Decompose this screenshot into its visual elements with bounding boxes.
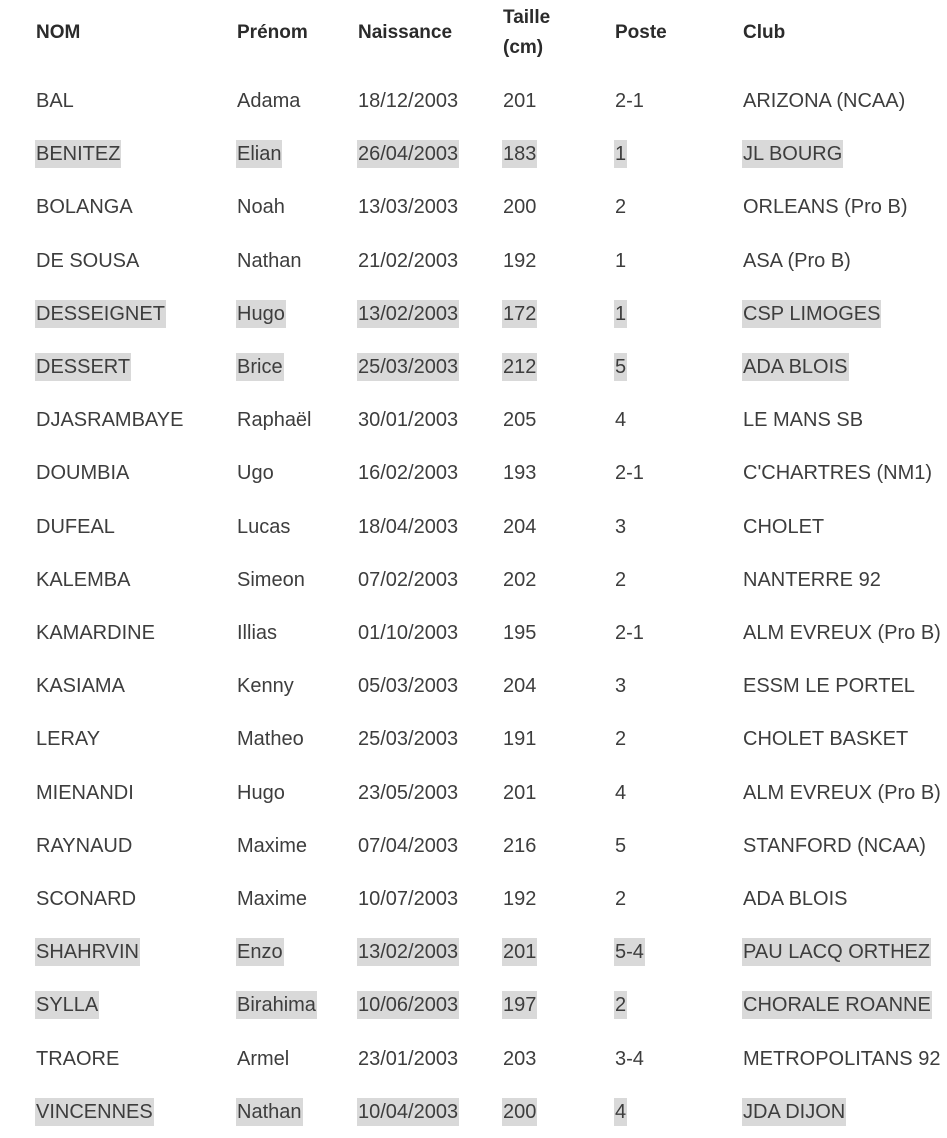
cell-naissance: 13/02/2003 — [357, 938, 459, 966]
cell-club: LE MANS SB — [743, 409, 864, 432]
header-nom: NOM — [36, 22, 81, 43]
cell-club: ORLEANS (Pro B) — [743, 196, 908, 219]
cell-nom: BENITEZ — [35, 140, 121, 168]
cell-prenom: Raphaël — [237, 409, 312, 432]
cell-poste: 3-4 — [615, 1047, 644, 1070]
cell-prenom: Hugo — [236, 300, 286, 328]
cell-naissance: 13/03/2003 — [358, 196, 459, 219]
cell-poste: 1 — [614, 300, 627, 328]
cell-nom: SYLLA — [35, 991, 99, 1019]
table-row — [0, 75, 947, 128]
cell-poste: 2 — [615, 888, 627, 910]
cell-club: JL BOURG — [742, 140, 843, 168]
table-header — [0, 0, 947, 74]
header-prenom: Prénom — [237, 22, 308, 43]
cell-nom: MIENANDI — [36, 781, 134, 804]
header-taille-line1: Taille — [503, 7, 551, 28]
cell-taille: 201 — [503, 90, 537, 112]
cell-nom: SHAHRVIN — [35, 938, 140, 966]
cell-taille: 192 — [503, 249, 537, 272]
cell-club: STANFORD (NCAA) — [743, 834, 926, 857]
cell-prenom: Ugo — [237, 462, 274, 485]
cell-poste: 5 — [614, 353, 627, 381]
table-row — [0, 1032, 947, 1085]
cell-nom: DJASRAMBAYE — [36, 409, 184, 432]
cell-poste: 2-1 — [615, 622, 644, 644]
cell-taille: 195 — [503, 622, 537, 644]
cell-nom: BAL — [36, 90, 74, 112]
table-row — [0, 394, 947, 447]
cell-naissance: 07/04/2003 — [358, 834, 459, 857]
cell-nom: KASIAMA — [36, 675, 125, 698]
cell-poste: 1 — [614, 140, 627, 168]
cell-prenom: Birahima — [236, 991, 317, 1019]
cell-prenom: Brice — [236, 353, 284, 381]
cell-nom: DOUMBIA — [36, 462, 130, 485]
table-row — [0, 713, 947, 766]
cell-taille: 201 — [503, 781, 537, 804]
cell-taille: 172 — [502, 300, 537, 328]
cell-taille: 204 — [503, 675, 537, 698]
cell-taille: 197 — [502, 991, 537, 1019]
cell-nom: VINCENNES — [35, 1098, 154, 1126]
cell-taille: 191 — [503, 728, 537, 751]
cell-poste: 3 — [615, 515, 627, 538]
cell-prenom: Hugo — [237, 781, 285, 804]
cell-naissance: 21/02/2003 — [358, 249, 459, 272]
cell-naissance: 05/03/2003 — [358, 675, 459, 698]
table-row — [0, 766, 947, 819]
table-row — [0, 181, 947, 234]
cell-poste: 3 — [615, 675, 627, 698]
cell-taille: 200 — [503, 196, 537, 219]
cell-taille: 200 — [502, 1098, 537, 1126]
cell-club: ESSM LE PORTEL — [743, 675, 915, 698]
cell-naissance: 10/06/2003 — [357, 991, 459, 1019]
cell-nom: DE SOUSA — [36, 249, 140, 272]
cell-naissance: 01/10/2003 — [358, 622, 459, 644]
cell-prenom: Illias — [237, 622, 278, 644]
cell-poste: 1 — [615, 249, 627, 272]
table-row — [0, 128, 947, 181]
cell-poste: 2 — [615, 196, 627, 219]
cell-nom: BOLANGA — [36, 196, 133, 219]
cell-prenom: Lucas — [237, 515, 291, 538]
cell-naissance: 30/01/2003 — [358, 409, 459, 432]
table-row — [0, 553, 947, 606]
cell-prenom: Nathan — [236, 1098, 303, 1126]
cell-club: ADA BLOIS — [742, 353, 849, 381]
cell-club: ASA (Pro B) — [743, 249, 851, 272]
cell-prenom: Armel — [237, 1047, 290, 1070]
cell-poste: 2-1 — [615, 462, 644, 485]
cell-prenom: Noah — [237, 196, 285, 219]
cell-nom: SCONARD — [36, 888, 137, 910]
table-row — [0, 287, 947, 340]
cell-taille: 212 — [502, 353, 537, 381]
cell-prenom: Maxime — [237, 888, 308, 910]
cell-nom: DESSEIGNET — [35, 300, 166, 328]
cell-prenom: Simeon — [237, 568, 305, 591]
cell-club: ARIZONA (NCAA) — [743, 90, 906, 112]
cell-prenom: Nathan — [237, 249, 302, 272]
table-row — [0, 926, 947, 979]
cell-naissance: 16/02/2003 — [358, 462, 459, 485]
cell-poste: 5-4 — [614, 938, 645, 966]
cell-taille: 203 — [503, 1047, 537, 1070]
cell-prenom: Maxime — [237, 834, 308, 857]
cell-club: ALM EVREUX (Pro B) — [743, 622, 941, 644]
cell-taille: 193 — [503, 462, 537, 485]
header-taille — [503, 3, 550, 63]
cell-poste: 2 — [614, 991, 627, 1019]
cell-nom: RAYNAUD — [36, 834, 133, 857]
cell-club: C'CHARTRES (NM1) — [743, 462, 933, 485]
cell-club: CHOLET BASKET — [743, 728, 909, 751]
table-row — [0, 873, 947, 926]
cell-taille: 192 — [503, 888, 537, 910]
cell-taille: 183 — [502, 140, 537, 168]
cell-taille: 202 — [503, 568, 537, 591]
cell-club: CSP LIMOGES — [742, 300, 881, 328]
cell-taille: 201 — [502, 938, 537, 966]
cell-nom: LERAY — [36, 728, 101, 751]
cell-naissance: 13/02/2003 — [357, 300, 459, 328]
cell-taille: 216 — [503, 834, 537, 857]
cell-nom: DESSERT — [35, 353, 131, 381]
cell-poste: 4 — [614, 1098, 627, 1126]
cell-prenom: Enzo — [236, 938, 284, 966]
table-row — [0, 607, 947, 660]
header-club: Club — [743, 22, 786, 43]
table-row — [0, 341, 947, 394]
cell-poste: 4 — [615, 409, 627, 432]
cell-naissance: 23/05/2003 — [358, 781, 459, 804]
cell-nom: KAMARDINE — [36, 622, 155, 644]
table-row — [0, 500, 947, 553]
cell-naissance: 25/03/2003 — [357, 353, 459, 381]
cell-prenom: Kenny — [237, 675, 294, 698]
cell-naissance: 18/04/2003 — [358, 515, 459, 538]
cell-nom: DUFEAL — [36, 515, 115, 538]
cell-naissance: 23/01/2003 — [358, 1047, 459, 1070]
header-taille-line2: (cm) — [503, 37, 544, 58]
cell-naissance: 25/03/2003 — [358, 728, 459, 751]
table-row — [0, 819, 947, 872]
cell-prenom: Elian — [236, 140, 282, 168]
cell-taille: 204 — [503, 515, 537, 538]
cell-club: PAU LACQ ORTHEZ — [742, 938, 931, 966]
cell-club: NANTERRE 92 — [743, 568, 881, 591]
table-row — [0, 979, 947, 1032]
table-row — [0, 660, 947, 713]
cell-club: ADA BLOIS — [743, 888, 848, 910]
cell-prenom: Adama — [237, 90, 301, 112]
table-row — [0, 1085, 947, 1138]
cell-club: JDA DIJON — [742, 1098, 846, 1126]
cell-prenom: Matheo — [237, 728, 304, 751]
cell-naissance: 18/12/2003 — [358, 90, 459, 112]
header-naissance: Naissance — [358, 22, 453, 43]
cell-nom: TRAORE — [36, 1047, 120, 1070]
cell-naissance: 26/04/2003 — [357, 140, 459, 168]
cell-poste: 5 — [615, 834, 627, 857]
cell-club: ALM EVREUX (Pro B) — [743, 781, 941, 804]
cell-club: CHORALE ROANNE — [742, 991, 932, 1019]
cell-club: METROPOLITANS 92 — [743, 1047, 941, 1070]
cell-poste: 2-1 — [615, 90, 644, 112]
header-poste: Poste — [615, 22, 667, 43]
cell-naissance: 10/07/2003 — [358, 888, 459, 910]
cell-naissance: 10/04/2003 — [357, 1098, 459, 1126]
cell-taille: 205 — [503, 409, 537, 432]
cell-poste: 2 — [615, 568, 627, 591]
cell-poste: 4 — [615, 781, 627, 804]
cell-poste: 2 — [615, 728, 627, 751]
cell-nom: KALEMBA — [36, 568, 131, 591]
cell-club: CHOLET — [743, 515, 825, 538]
table-row — [0, 447, 947, 500]
cell-naissance: 07/02/2003 — [358, 568, 459, 591]
table-row — [0, 234, 947, 287]
